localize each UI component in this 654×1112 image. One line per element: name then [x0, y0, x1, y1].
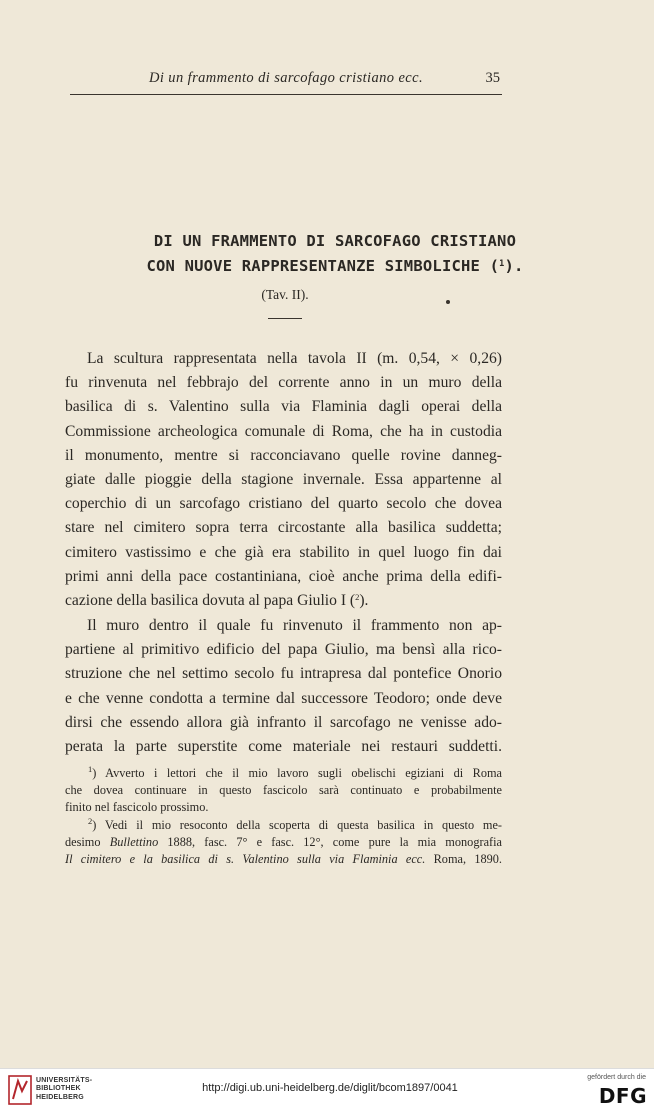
- footnote-ref-2: 2: [355, 592, 360, 603]
- running-head: [70, 64, 502, 95]
- footnote-ref-1: 1: [499, 259, 505, 269]
- paragraph-2: [65, 614, 502, 759]
- plate-reference: (Tav. II).: [261, 287, 309, 302]
- paragraph-line: Il muro dentro il quale fu rinvenuto il frammento non ap-: [87, 617, 502, 634]
- footnote-2-line: desimo Bullettino 1888, fasc. 7° e fasc. 12°, come pure la mia monografia: [65, 834, 502, 849]
- paragraph-line: perata la parte superstite come materiale nei restauri suddetti.: [65, 738, 502, 756]
- title-divider: [268, 318, 302, 319]
- paragraph-line: partiene al primitivo edificio del papa Giulio, ma bensì alla rico-: [65, 641, 502, 659]
- paragraph-line: cimitero vastissimo e che già era stabilito in quel luogo fin dai: [65, 543, 502, 561]
- article-title-line-2: CON NUOVE RAPPRESENTANZE SIMBOLICHE ($^1$).: [146, 257, 524, 275]
- paragraph-line: La scultura rappresentata nella tavola II (m. 0,54, × 0,26): [87, 350, 502, 367]
- paragraph-line: coperchio di un sarcofago cristiano del quarto secolo che dovea: [65, 495, 502, 513]
- footnote-1-line: che dovea continuare in questo fascicolo sarà continuato e probabilmente: [65, 783, 502, 798]
- university-library-logo-icon: [8, 1075, 32, 1105]
- permalink-url[interactable]: http://digi.ub.uni-heidelberg.de/diglit/bcom1897/0041: [202, 1082, 458, 1094]
- paragraph-line: il monumento, mentre si racconciavano quelle rovine danneg-: [65, 446, 502, 464]
- paragraph-line: fu rinvenuta nel febbrajo del corrente anno in un muro della: [65, 374, 502, 392]
- viewer-footer: [0, 1068, 654, 1112]
- paragraph-line: Commissione archeologica comunale di Roma, che ha in custodia: [65, 422, 502, 440]
- footnotes: [65, 765, 502, 868]
- funding-caption: gefördert durch die: [587, 1074, 646, 1081]
- dfg-logo-icon: DFG: [598, 1084, 647, 1108]
- paragraph-line: cazione della basilica dovuta al papa Giulio I ($^2$).: [65, 592, 369, 610]
- footnote-1-line: finito nel fascicolo prossimo.: [65, 800, 209, 815]
- paragraph-line: giate dalle pioggie della stagione invernale. Essa appartenne al: [65, 471, 502, 489]
- running-title: Di un frammento di sarcofago cristiano ecc.: [148, 70, 423, 86]
- page-number: 35: [485, 70, 500, 86]
- paragraph-line: primi anni della pace costantiniana, cioè anche prima della edifi-: [65, 567, 502, 585]
- ink-speck: [446, 300, 450, 304]
- footnote-2-line: $^2$) Vedi il mio resoconto della scoperta di questa basilica in questo me-: [88, 815, 502, 832]
- paragraph-line: stare nel cimitero sopra terra circostante alla basilica suddetta;: [65, 519, 502, 537]
- paragraph-1: [65, 347, 502, 613]
- footnote-2-line: Il cimitero e la basilica di s. Valentino sulla via Flaminia ecc. Roma, 1890.: [65, 852, 502, 867]
- paragraph-line: basilica di s. Valentino sulla via Flaminia dagli operai della: [65, 398, 502, 416]
- paragraph-line: struzione che nel settimo secolo fu intrapresa dal pontefice Onorio: [65, 665, 502, 683]
- article-title-line-1: DI UN FRAMMENTO DI SARCOFAGO CRISTIANO: [153, 232, 517, 250]
- paragraph-line: dirsi che essendo allora già infranto il sarcofago ne venisse ado-: [65, 713, 502, 731]
- footnote-1-line: $^1$) Avverto i lettori che il mio lavoro sugli obelischi egiziani di Roma: [88, 764, 502, 780]
- paragraph-line: e che venne condotta a termine dal successore Teodoro; onde deve: [65, 689, 502, 707]
- university-library-name: UNIVERSITÄTS- BIBLIOTHEK HEIDELBERG: [36, 1077, 93, 1101]
